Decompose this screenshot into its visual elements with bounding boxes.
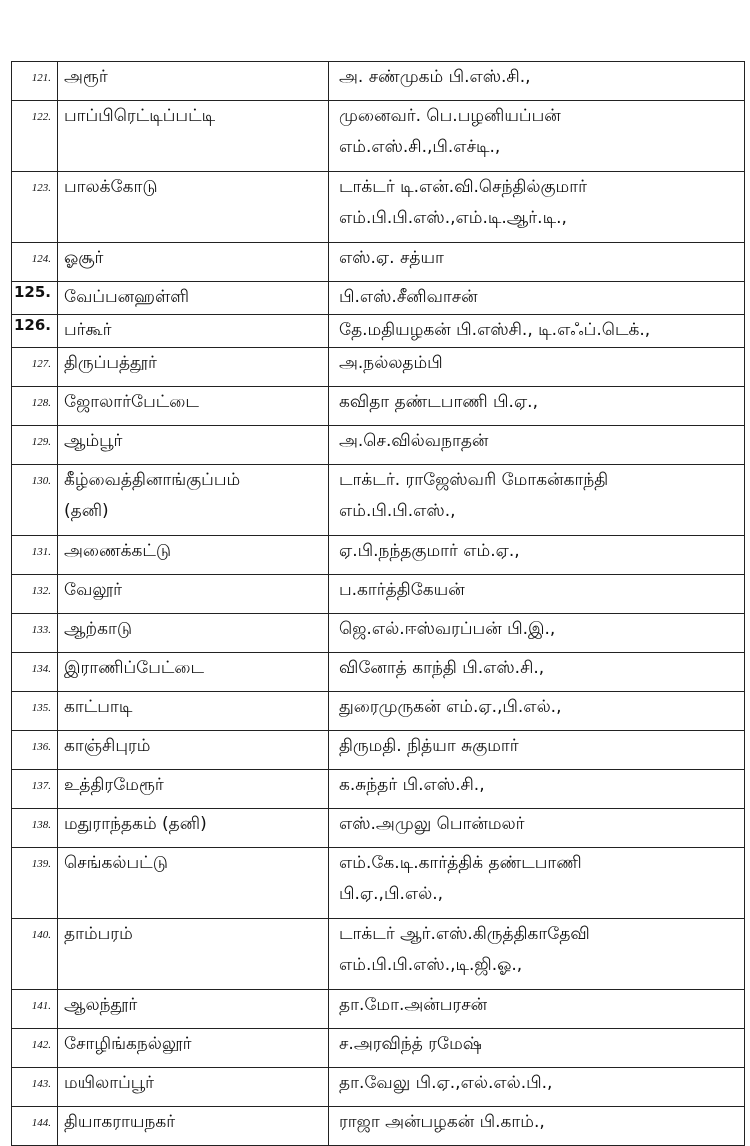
- candidate-cell: [329, 243, 745, 282]
- constituency-name: ஆலந்தூர்: [64, 995, 138, 1015]
- candidate-table: [11, 61, 745, 1146]
- table-row: [12, 653, 745, 692]
- candidate-cell: [329, 465, 745, 536]
- candidate-name: ஜெ.எல்.ஈஸ்வரப்பன் பி.இ.,: [339, 619, 556, 639]
- table-row: [12, 692, 745, 731]
- constituency-name: மயிலாப்பூர்: [64, 1073, 155, 1093]
- constituency-name: அரூர்: [64, 67, 108, 87]
- constituency-name: மதுராந்தகம் (தனி): [64, 814, 207, 834]
- table-row: [12, 536, 745, 575]
- constituency-cell: [58, 990, 329, 1029]
- candidate-name: டாக்டர் ஆர்.எஸ்.கிருத்திகாதேவி: [339, 924, 590, 944]
- candidate-cell: [329, 172, 745, 243]
- row-number: 142.: [12, 1029, 58, 1068]
- constituency-cell: [58, 536, 329, 575]
- constituency-cell: [58, 282, 329, 315]
- candidate-cell: [329, 575, 745, 614]
- constituency-name: காட்பாடி: [64, 697, 133, 717]
- table-row: [12, 919, 745, 990]
- constituency-cell: [58, 575, 329, 614]
- candidate-name: அ. சண்முகம் பி.எஸ்.சி.,: [339, 67, 531, 87]
- row-number: 130.: [12, 465, 58, 536]
- constituency-cell: [58, 1029, 329, 1068]
- table-row: [12, 465, 745, 536]
- constituency-name: உத்திரமேரூர்: [64, 775, 164, 795]
- constituency-cell: [58, 172, 329, 243]
- constituency-cell: [58, 426, 329, 465]
- row-number: 126.: [12, 315, 58, 348]
- table-row: [12, 1107, 745, 1146]
- table-row: [12, 101, 745, 172]
- row-number: 129.: [12, 426, 58, 465]
- constituency-name: அணைக்கட்டு: [64, 541, 172, 561]
- candidate-name: திருமதி. நித்யா சுகுமார்: [339, 736, 519, 756]
- row-number: 131.: [12, 536, 58, 575]
- constituency-cell: [58, 614, 329, 653]
- constituency-name: பாலக்கோடு: [64, 177, 158, 197]
- table-row: [12, 848, 745, 919]
- candidate-cell: [329, 282, 745, 315]
- constituency-name: வேப்பனஹள்ளி: [64, 287, 190, 307]
- constituency-name: தியாகராயநகர்: [64, 1112, 176, 1132]
- constituency-cell: [58, 1068, 329, 1107]
- candidate-name: பி.எஸ்.சீனிவாசன்: [339, 287, 478, 307]
- candidate-name: ச.அரவிந்த் ரமேஷ்: [339, 1034, 482, 1054]
- candidate-cell: [329, 348, 745, 387]
- constituency-name: இராணிப்பேட்டை: [64, 658, 205, 678]
- row-number: 122.: [12, 101, 58, 172]
- candidate-name: முனைவர். பெ.பழனியப்பன்: [339, 106, 561, 126]
- constituency-name: ஜோலார்பேட்டை: [64, 392, 199, 412]
- candidate-cell: [329, 387, 745, 426]
- table-row: [12, 348, 745, 387]
- candidate-cell: [329, 101, 745, 172]
- candidate-cell: [329, 919, 745, 990]
- candidate-cell: [329, 770, 745, 809]
- candidate-cell: [329, 315, 745, 348]
- constituency-name: தாம்பரம்: [64, 924, 133, 944]
- candidate-cell: [329, 692, 745, 731]
- candidate-name: டாக்டர் டி.என்.வி.செந்தில்குமார்: [339, 177, 587, 197]
- constituency-name: பாப்பிரெட்டிப்பட்டி: [64, 106, 216, 126]
- table-row: [12, 315, 745, 348]
- table-row: [12, 575, 745, 614]
- candidate-name: வினோத் காந்தி பி.எஸ்.சி.,: [339, 658, 545, 678]
- row-number: 144.: [12, 1107, 58, 1146]
- candidate-cell: [329, 1029, 745, 1068]
- candidate-name: எஸ்.ஏ. சத்யா: [339, 248, 444, 268]
- row-number: 136.: [12, 731, 58, 770]
- row-number: 143.: [12, 1068, 58, 1107]
- row-number: 138.: [12, 809, 58, 848]
- table-row: [12, 243, 745, 282]
- candidate-name: ராஜா அன்பழகன் பி.காம்.,: [339, 1112, 545, 1132]
- table-row: [12, 387, 745, 426]
- constituency-name: வேலூர்: [64, 580, 123, 600]
- row-number: 137.: [12, 770, 58, 809]
- row-number: 132.: [12, 575, 58, 614]
- constituency-cell: [58, 653, 329, 692]
- row-number: 139.: [12, 848, 58, 919]
- constituency-name: கீழ்வைத்தினாங்குப்பம்: [64, 470, 241, 490]
- candidate-name: டாக்டர். ராஜேஸ்வரி மோகன்காந்தி: [339, 470, 609, 490]
- constituency-name: சோழிங்கநல்லூர்: [64, 1034, 192, 1054]
- row-number: 134.: [12, 653, 58, 692]
- table-row: [12, 1029, 745, 1068]
- constituency-name: செங்கல்பட்டு: [64, 853, 168, 873]
- constituency-name: பர்கூர்: [64, 320, 112, 340]
- constituency-name: (தனி): [64, 501, 109, 521]
- candidate-name: எம்.பி.பி.எஸ்.,: [339, 501, 456, 521]
- constituency-name: ஓசூர்: [64, 248, 104, 268]
- table-row: [12, 1068, 745, 1107]
- row-number: 127.: [12, 348, 58, 387]
- constituency-name: காஞ்சிபுரம்: [64, 736, 151, 756]
- candidate-name: எம்.எஸ்.சி.,பி.எச்டி.,: [339, 137, 501, 157]
- table-row: [12, 426, 745, 465]
- constituency-cell: [58, 809, 329, 848]
- candidate-name: ஏ.பி.நந்தகுமார் எம்.ஏ.,: [339, 541, 520, 561]
- row-number: 140.: [12, 919, 58, 990]
- row-number: 121.: [12, 62, 58, 101]
- candidate-name: தே.மதியழகன் பி.எஸ்சி., டி.எஃப்.டெக்.,: [339, 320, 651, 340]
- candidate-cell: [329, 990, 745, 1029]
- candidate-cell: [329, 1068, 745, 1107]
- candidate-cell: [329, 653, 745, 692]
- table-row: [12, 809, 745, 848]
- candidate-name: எம்.பி.பி.எஸ்.,டி.ஜி.ஓ.,: [339, 955, 523, 975]
- constituency-cell: [58, 731, 329, 770]
- row-number: 141.: [12, 990, 58, 1029]
- row-number: 124.: [12, 243, 58, 282]
- table-row: [12, 172, 745, 243]
- constituency-cell: [58, 62, 329, 101]
- table-row: [12, 770, 745, 809]
- constituency-cell: [58, 101, 329, 172]
- candidate-cell: [329, 848, 745, 919]
- constituency-cell: [58, 315, 329, 348]
- constituency-cell: [58, 692, 329, 731]
- candidate-name: துரைமுருகன் எம்.ஏ.,பி.எல்.,: [339, 697, 562, 717]
- candidate-cell: [329, 426, 745, 465]
- constituency-cell: [58, 1107, 329, 1146]
- row-number: 123.: [12, 172, 58, 243]
- constituency-cell: [58, 387, 329, 426]
- candidate-cell: [329, 1107, 745, 1146]
- candidate-name: க.சுந்தர் பி.எஸ்.சி.,: [339, 775, 485, 795]
- candidate-cell: [329, 536, 745, 575]
- candidate-cell: [329, 62, 745, 101]
- table-row: [12, 282, 745, 315]
- candidate-cell: [329, 614, 745, 653]
- candidate-name: ப.கார்த்திகேயன்: [339, 580, 465, 600]
- candidate-cell: [329, 731, 745, 770]
- table-row: [12, 614, 745, 653]
- constituency-cell: [58, 848, 329, 919]
- constituency-cell: [58, 770, 329, 809]
- candidate-name: எம்.பி.பி.எஸ்.,எம்.டி.ஆர்.டி.,: [339, 208, 567, 228]
- candidate-name: பி.ஏ.,பி.எல்.,: [339, 884, 444, 904]
- constituency-name: ஆற்காடு: [64, 619, 132, 639]
- constituency-cell: [58, 465, 329, 536]
- row-number: 135.: [12, 692, 58, 731]
- candidate-name: தா.மோ.அன்பரசன்: [339, 995, 488, 1015]
- candidate-name: கவிதா தண்டபாணி பி.ஏ.,: [339, 392, 538, 412]
- constituency-cell: [58, 919, 329, 990]
- candidate-cell: [329, 809, 745, 848]
- constituency-cell: [58, 348, 329, 387]
- table-row: [12, 62, 745, 101]
- constituency-name: ஆம்பூர்: [64, 431, 123, 451]
- candidate-name: எஸ்.அமுலு பொன்மலர்: [339, 814, 525, 834]
- candidate-name: அ.நல்லதம்பி: [339, 353, 443, 373]
- candidate-name: அ.செ.வில்வநாதன்: [339, 431, 489, 451]
- candidate-name: தா.வேலு பி.ஏ.,எல்.எல்.பி.,: [339, 1073, 553, 1093]
- constituency-name: திருப்பத்தூர்: [64, 353, 157, 373]
- row-number: 128.: [12, 387, 58, 426]
- constituency-cell: [58, 243, 329, 282]
- row-number: 133.: [12, 614, 58, 653]
- row-number: 125.: [12, 282, 58, 315]
- candidate-name: எம்.கே.டி.கார்த்திக் தண்டபாணி: [339, 853, 582, 873]
- table-body: [12, 62, 745, 1146]
- table-row: [12, 990, 745, 1029]
- table-row: [12, 731, 745, 770]
